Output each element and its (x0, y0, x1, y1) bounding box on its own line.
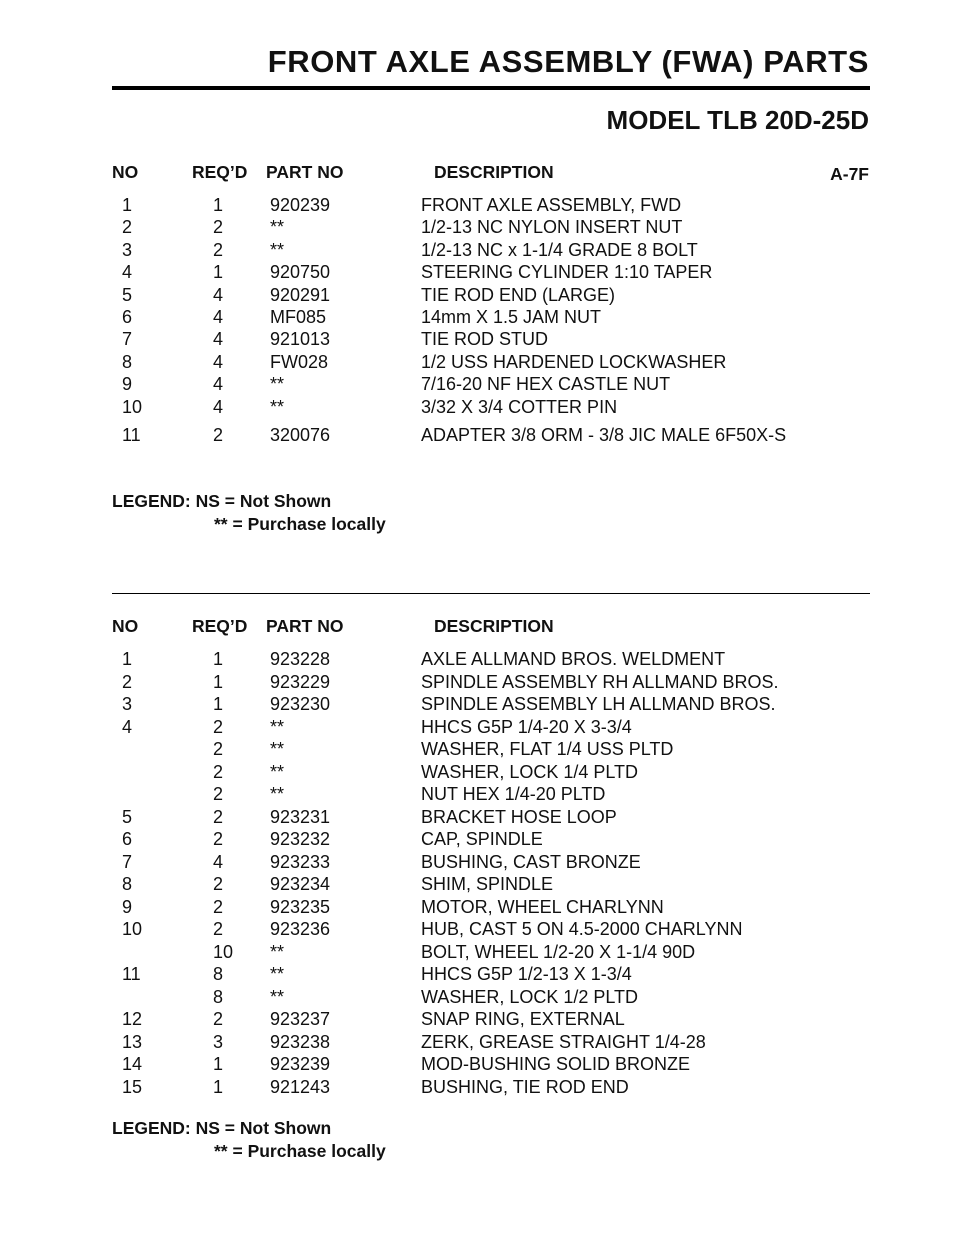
item-number: 12 (122, 1009, 143, 1029)
item-number: 13 (122, 1031, 143, 1052)
item-number: 2 (122, 217, 133, 238)
col-header-part-no: PART NO (266, 616, 344, 636)
item-number: 9 (122, 896, 133, 917)
item-number: 10 (122, 396, 143, 417)
legend-line1: LEGEND: NS = Not Shown (112, 491, 332, 511)
item-number: 3 (122, 694, 133, 714)
section-divider (112, 593, 870, 594)
quantity-required: 2 (213, 829, 224, 849)
part-number: ** (270, 739, 285, 759)
item-number: 1 (122, 195, 133, 215)
item-number: 15 (122, 1076, 143, 1097)
table-row (0, 874, 954, 896)
item-number: 11 (122, 425, 141, 445)
table-row (0, 694, 954, 716)
part-description: MOTOR, WHEEL CHARLYNN (421, 896, 664, 917)
table-row (0, 807, 954, 829)
col-header-reqd: REQ’D (192, 162, 248, 182)
quantity-required: 4 (213, 329, 224, 350)
part-number: ** (270, 941, 285, 962)
legend-line1: LEGEND: NS = Not Shown (112, 1118, 332, 1138)
table-row (0, 352, 954, 374)
item-number: 4 (122, 716, 133, 737)
part-number: ** (270, 761, 285, 782)
item-number: 11 (122, 964, 141, 984)
part-number: 921243 (270, 1076, 331, 1097)
part-description: BUSHING, TIE ROD END (421, 1076, 629, 1097)
table-row (0, 307, 954, 329)
quantity-required: 1 (213, 671, 224, 692)
quantity-required: 8 (213, 986, 224, 1007)
part-description: BOLT, WHEEL 1/2-20 X 1-1/4 90D (421, 941, 696, 962)
col-header-description: DESCRIPTION (434, 616, 554, 636)
part-number: 923235 (270, 896, 331, 917)
part-number: 921013 (270, 329, 331, 350)
part-description: SNAP RING, EXTERNAL (421, 1009, 625, 1029)
part-number: 320076 (270, 425, 331, 445)
item-number: 4 (122, 262, 133, 283)
part-description: SHIM, SPINDLE (421, 874, 554, 894)
quantity-required: 1 (213, 1054, 224, 1074)
item-number: 7 (122, 851, 133, 872)
quantity-required: 4 (213, 396, 224, 417)
quantity-required: 4 (213, 851, 224, 872)
legend-line2: ** = Purchase locally (214, 1141, 386, 1161)
col-header-part-no: PART NO (266, 162, 344, 182)
col-header-description: DESCRIPTION (434, 162, 554, 182)
part-description: SPINDLE ASSEMBLY LH ALLMAND BROS. (421, 694, 776, 714)
item-number: 8 (122, 351, 133, 372)
part-description: FRONT AXLE ASSEMBLY, FWD (421, 195, 682, 215)
quantity-required: 1 (213, 694, 224, 714)
part-number: 923237 (270, 1009, 331, 1029)
part-description: SPINDLE ASSEMBLY RH ALLMAND BROS. (421, 671, 779, 692)
quantity-required: 2 (213, 896, 224, 917)
quantity-required: 2 (213, 919, 224, 939)
part-number: ** (270, 716, 285, 737)
quantity-required: 1 (213, 195, 224, 215)
part-number: 920750 (270, 262, 331, 283)
item-number: 8 (122, 874, 133, 894)
table-row (0, 425, 954, 447)
part-description: NUT HEX 1/4-20 PLTD (421, 784, 606, 804)
part-number: 923234 (270, 874, 331, 894)
table-row (0, 919, 954, 941)
item-number: 14 (122, 1054, 143, 1074)
table-row (0, 762, 954, 784)
item-number: 3 (122, 239, 133, 260)
part-description: MOD-BUSHING SOLID BRONZE (421, 1054, 691, 1074)
quantity-required: 10 (213, 941, 234, 962)
part-number: ** (270, 239, 285, 260)
part-number: 923233 (270, 851, 331, 872)
part-description: 1/2-13 NC x 1-1/4 GRADE 8 BOLT (421, 239, 698, 260)
table-row (0, 897, 954, 919)
item-number: 6 (122, 829, 133, 849)
model-subtitle: MODEL TLB 20D-25D (606, 105, 869, 135)
part-description: TIE ROD STUD (421, 329, 549, 350)
part-description: 7/16-20 NF HEX CASTLE NUT (421, 374, 671, 395)
quantity-required: 2 (213, 761, 224, 782)
quantity-required: 2 (213, 425, 224, 445)
part-description: BRACKET HOSE LOOP (421, 806, 617, 827)
part-number: 923239 (270, 1054, 331, 1074)
table-row (0, 964, 954, 986)
table-row (0, 329, 954, 351)
part-number: MF085 (270, 307, 327, 327)
part-number: ** (270, 374, 285, 395)
quantity-required: 8 (213, 964, 224, 984)
table-row (0, 397, 954, 419)
quantity-required: 2 (213, 784, 224, 804)
quantity-required: 2 (213, 806, 224, 827)
part-description: WASHER, LOCK 1/4 PLTD (421, 761, 639, 782)
quantity-required: 4 (213, 307, 224, 327)
part-description: 3/32 X 3/4 COTTER PIN (421, 396, 618, 417)
table-row (0, 942, 954, 964)
quantity-required: 4 (213, 374, 224, 395)
part-number: 923229 (270, 671, 331, 692)
col-header-no: NO (112, 162, 139, 182)
part-number: 923230 (270, 694, 331, 714)
part-description: CAP, SPINDLE (421, 829, 543, 849)
page-title: FRONT AXLE ASSEMBLY (FWA) PARTS (267, 44, 869, 79)
quantity-required: 2 (213, 739, 224, 759)
part-description: STEERING CYLINDER 1:10 TAPER (421, 262, 713, 283)
quantity-required: 2 (213, 217, 224, 238)
table-row (0, 672, 954, 694)
table-row (0, 717, 954, 739)
quantity-required: 1 (213, 1076, 224, 1097)
part-description: WASHER, FLAT 1/4 USS PLTD (421, 739, 674, 759)
table-row (0, 784, 954, 806)
col-header-reqd: REQ’D (192, 616, 248, 636)
table-row (0, 217, 954, 239)
col-header-no: NO (112, 616, 139, 636)
part-description: HHCS G5P 1/2-13 X 1-3/4 (421, 964, 632, 984)
item-number: 5 (122, 806, 133, 827)
part-description: WASHER, LOCK 1/2 PLTD (421, 986, 639, 1007)
legend-line2: ** = Purchase locally (214, 514, 386, 534)
part-number: 923232 (270, 829, 331, 849)
part-description: HUB, CAST 5 ON 4.5-2000 CHARLYNN (421, 919, 743, 939)
table-row (0, 195, 954, 217)
quantity-required: 3 (213, 1031, 224, 1052)
part-number: FW028 (270, 351, 329, 372)
quantity-required: 1 (213, 262, 224, 283)
title-rule (112, 86, 870, 90)
table-row (0, 1009, 954, 1031)
quantity-required: 2 (213, 1009, 224, 1029)
part-description: TIE ROD END (LARGE) (421, 284, 616, 305)
part-number: ** (270, 396, 285, 417)
part-number: 920291 (270, 284, 331, 305)
table-row (0, 852, 954, 874)
item-number: 1 (122, 649, 133, 669)
item-number: 9 (122, 374, 133, 395)
part-number: ** (270, 217, 285, 238)
table-row (0, 649, 954, 671)
part-number: 923231 (270, 806, 331, 827)
part-description: BUSHING, CAST BRONZE (421, 851, 641, 872)
figure-code: A-7F (830, 164, 869, 184)
table-row (0, 739, 954, 761)
part-number: ** (270, 986, 285, 1007)
part-number: 923238 (270, 1031, 331, 1052)
part-number: ** (270, 964, 285, 984)
part-number: 923228 (270, 649, 331, 669)
item-number: 10 (122, 919, 143, 939)
item-number: 2 (122, 671, 133, 692)
item-number: 6 (122, 307, 133, 327)
quantity-required: 2 (213, 716, 224, 737)
table-row (0, 285, 954, 307)
part-description: 1/2-13 NC NYLON INSERT NUT (421, 217, 683, 238)
table-row (0, 1077, 954, 1099)
quantity-required: 4 (213, 351, 224, 372)
table-row (0, 829, 954, 851)
quantity-required: 1 (213, 649, 224, 669)
part-description: ADAPTER 3/8 ORM - 3/8 JIC MALE 6F50X-S (421, 425, 787, 445)
part-number: ** (270, 784, 285, 804)
part-number: 920239 (270, 195, 331, 215)
table-row (0, 374, 954, 396)
table-row (0, 240, 954, 262)
table-row (0, 1054, 954, 1076)
item-number: 5 (122, 284, 133, 305)
part-number: 923236 (270, 919, 331, 939)
item-number: 7 (122, 329, 133, 350)
table-row (0, 262, 954, 284)
table-row (0, 1032, 954, 1054)
table-row (0, 987, 954, 1009)
part-description: ZERK, GREASE STRAIGHT 1/4-28 (421, 1031, 706, 1052)
quantity-required: 2 (213, 874, 224, 894)
part-description: 14mm X 1.5 JAM NUT (421, 307, 602, 327)
quantity-required: 2 (213, 239, 224, 260)
part-description: HHCS G5P 1/4-20 X 3-3/4 (421, 716, 632, 737)
quantity-required: 4 (213, 284, 224, 305)
part-description: AXLE ALLMAND BROS. WELDMENT (421, 649, 726, 669)
part-description: 1/2 USS HARDENED LOCKWASHER (421, 351, 727, 372)
